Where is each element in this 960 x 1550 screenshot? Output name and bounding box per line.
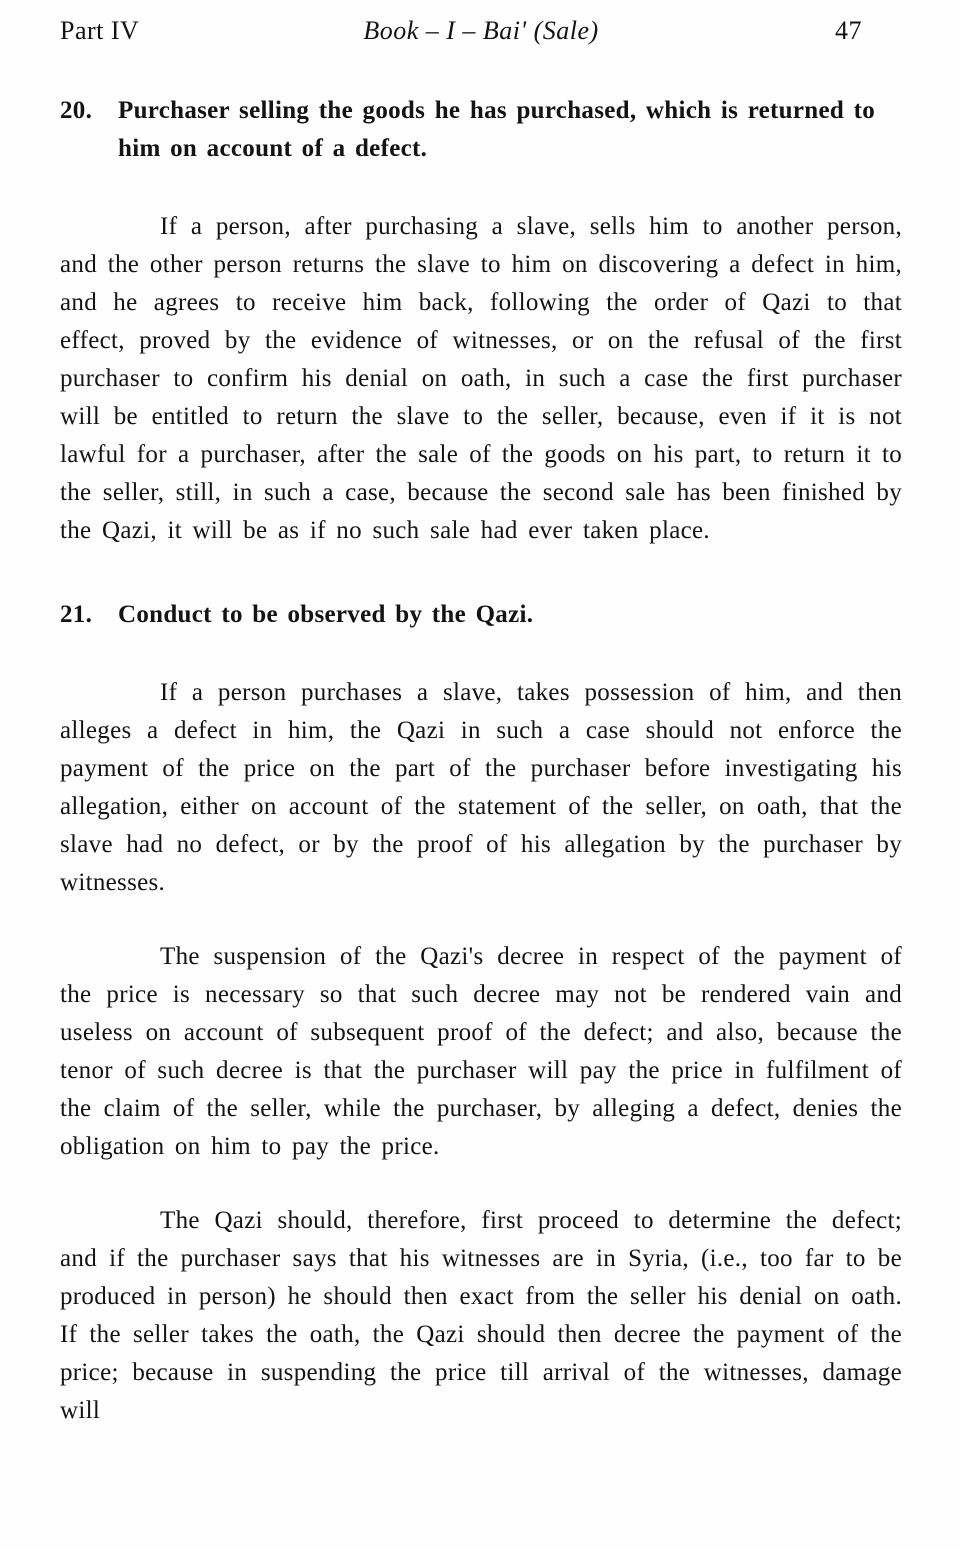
page-number: 47 xyxy=(835,16,862,45)
section-21-paragraph-2: The suspension of the Qazi's decree in respect of the payment of the price is necessary so that such decree may not be rendered vain and useless on account of subsequent proof of the defect; and also, because the tenor of such decree is that the purchaser will pay the price in fulfilment of the claim of the seller, while the purchaser, by alleging a defect, denies the obligation on him to pay the price. xyxy=(60,943,902,1160)
section-21-title: Conduct to be observed by the Qazi. xyxy=(118,601,534,628)
section-20-title: Purchaser selling the goods he has purchased, which is returned to him on account of a defect. xyxy=(118,97,876,162)
section-20-heading xyxy=(60,92,902,168)
book-title: Book – I – Bai' (Sale) xyxy=(363,16,599,45)
section-20-paragraph-1: If a person, after purchasing a slave, sells him to another person, and the other person returns the slave to him on discovering a defect in him, and he agrees to receive him back, following the order of Qazi to that effect, proved by the evidence of witnesses, or on the refusal of the first purchaser to confirm his denial on oath, in such a case the first purchaser will be entitled to return the slave to the seller, because, even if it is not lawful for a purchaser, after the sale of the goods on his part, to return it to the seller, still, in such a case, because the second sale has been finished by the Qazi, it will be as if no such sale had ever taken place. xyxy=(60,213,902,544)
section-21-paragraph-1: If a person purchases a slave, takes possession of him, and then alleges a defect in him, the Qazi in such a case should not enforce the payment of the price on the part of the purchaser before investigating his allegation, either on account of the statement of the seller, on oath, that the slave had no defect, or by the proof of his allegation by the purchaser by witnesses. xyxy=(60,679,902,896)
part-label: Part IV xyxy=(60,16,140,45)
section-21 xyxy=(60,596,902,1430)
section-21-number: 21. xyxy=(60,601,93,628)
page-header xyxy=(60,12,902,50)
section-21-heading xyxy=(60,596,902,634)
section-21-paragraph-3: The Qazi should, therefore, first proceed to determine the defect; and if the purchaser says that his witnesses are in Syria, (i.e., too far to be produced in person) he should then exact from the seller his denial on oath. If the seller takes the oath, the Qazi should then decree the payment of the price; because in suspending the price till arrival of the witnesses, damage will xyxy=(60,1207,902,1424)
section-20 xyxy=(60,92,902,550)
section-20-number: 20. xyxy=(60,97,93,124)
